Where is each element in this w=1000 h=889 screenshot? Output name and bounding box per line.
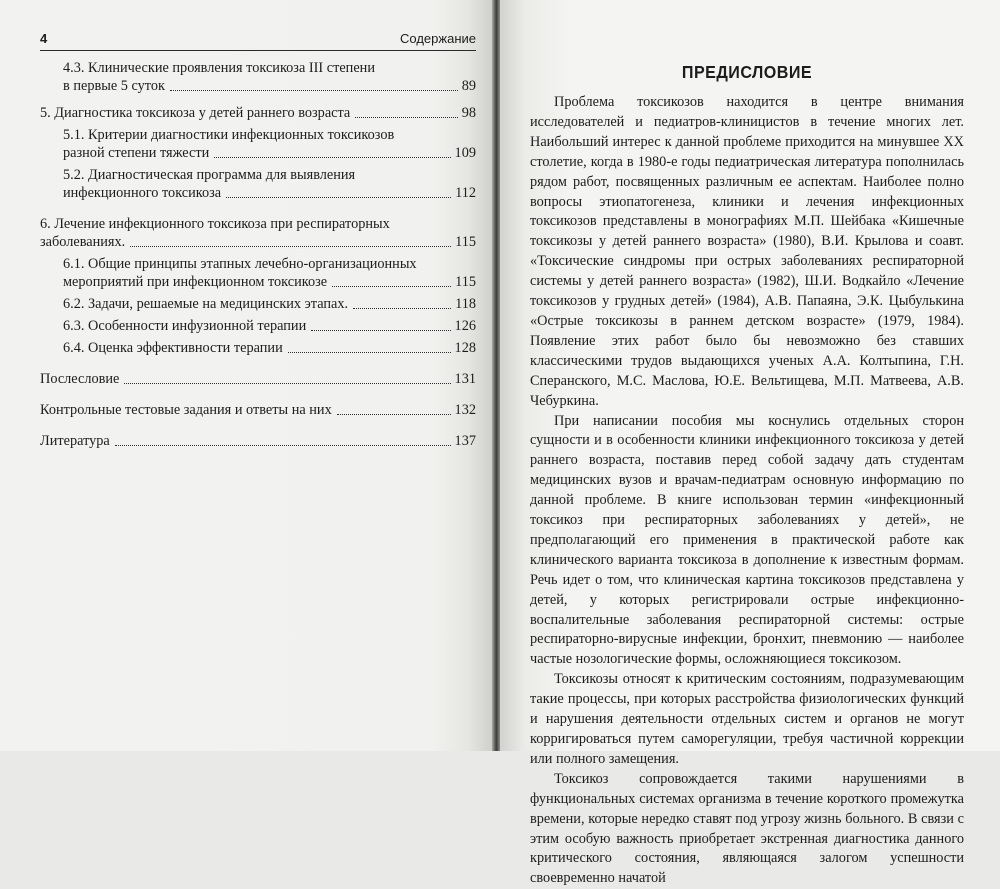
toc-entry-line: 6. Лечение инфекционного токсикоза при респираторных [40,216,390,232]
toc-entry[interactable] [40,215,476,251]
preface-paragraph: Проблема токсикозов находится в центре внимания исследователей и педиатров-клиницистов в течение многих лет. Наибольший интерес к данной проблеме приходится на минувшее XX столетие, когда в 1980-е годы педиатрическая литература пополнилась рядом работ, посвященных различным ее аспектам. Наиболее полно вопросы этиопатогенеза, клиники и лечения инфекционных токсикозов представлены в монографиях М.П. Шейбака «Кишечные токсикозы у детей раннего возраста» (1980), В.И. Крылова и соавт. «Токсические синдромы при острых заболеваниях респираторной системы у детей раннего возраста» (1982), Ш.И. Водкайло «Лечение токсикозов у грудных детей» (1984), А.В. Папаяна, Э.К. Цыбулькина «Острые токсикозы в раннем детском возрасте» (1979, 1984). Появление этих работ было бы невозможно без ставших классическими трудов выдающихся ученых А.А. Колтыпина, Г.Н. Сперанского, М.С. Маслова, Ю.Е. Вельтищева, М.П. Матвеева, А.В. Чебуркина. [530,94,964,409]
toc-entry[interactable] [40,104,476,122]
preface-paragraph: Токсикоз сопровождается такими нарушениями в функциональных системах организма в течение короткого промежутка времени, которые нередко ставят под угрозу жизнь больного. В связи с этим особую важность приобретает экстренная диагностика данного критического состояния, являющаяся залогом успешности своевременно начатой [530,770,964,887]
dot-leader [170,90,458,91]
toc-entry[interactable] [40,401,476,419]
preface-paragraph: Токсикозы относят к критическим состояниям, подразумевающим такие процессы, при которых расстройства физиологических функций и нарушения деятельности отдельных систем и органов не могут корригироваться путем саморегуляции, требуя частичной коррекции или полного замещения. [530,671,964,767]
toc-page-number: 98 [461,105,476,121]
left-page [0,0,492,751]
toc-page-number: 137 [454,433,476,449]
toc-page-number: 112 [455,185,476,201]
toc-entry-title: мероприятий при инфекционном токсикозе [63,274,328,290]
toc-entry-title: 5. Диагностика токсикоза у детей раннего возраста [40,105,351,121]
toc-entry-line: 6.1. Общие принципы этапных лечебно-организационных [63,256,417,272]
toc-entry-title: Контрольные тестовые задания и ответы на них [40,402,332,418]
dot-leader [124,383,450,384]
dot-leader [130,246,451,247]
toc-page-number: 89 [461,78,476,94]
dot-leader [355,117,457,118]
toc-entry-title: инфекционного токсикоза [63,185,222,201]
preface-paragraph: При написании пособия мы коснулись отдельных сторон сущности и в особенности клиники инфекционного токсикоза у детей раннего возраста, поставив перед собой задачу дать студентам медицинских вузов и врачам-педиатрам основную информацию по данной проблеме. В книге использован термин «инфекционный токсикоз при респираторных заболеваниях у детей», не предполагающий его применения в практической работе как клинического варианта токсикоза в дополнение к известным формам. Речь идет о том, что клиническая картина токсикозов представлена у детей, у которых регистрировали острые инфекционно-воспалительные заболевания респираторной системы: острые респираторно-вирусные инфекции, бронхит, пневмонию — наиболее частые нозологические формы, осложняющиеся токсикозом. [530,412,964,668]
toc-page-number: 126 [454,318,476,334]
toc-entry-line: 5.2. Диагностическая программа для выявления [63,167,356,183]
toc-entry-title: Послесловие [40,371,120,387]
toc-entry-title: в первые 5 суток [63,78,165,94]
toc-entry[interactable] [63,166,476,202]
dot-leader [288,352,451,353]
toc-entry[interactable] [40,432,476,450]
dot-leader [226,197,451,198]
toc-entry-title: Литература [40,433,110,449]
toc-entry-line: 4.3. Клинические проявления токсикоза III степени [63,60,375,76]
toc-entry[interactable] [63,317,476,335]
toc-entry-title: 6.4. Оценка эффективности терапии [63,340,283,356]
toc-entry-title: разной степени тяжести [63,145,210,161]
dot-leader [337,414,451,415]
preface-title: ПРЕДИСЛОВИЕ [681,62,813,82]
section-title: Содержание [400,31,476,46]
dot-leader [353,308,451,309]
toc-entry[interactable] [63,59,476,95]
dot-leader [311,330,450,331]
dot-leader [115,445,451,446]
running-header [40,30,476,51]
toc-page-number: 132 [454,402,476,418]
toc-entry-title: заболеваниях. [40,234,126,250]
book-gutter [492,0,500,751]
page-number: 4 [40,31,48,46]
toc-entry[interactable] [63,295,476,313]
toc-page-number: 115 [455,274,476,290]
table-of-contents [40,59,476,454]
toc-page-number: 118 [455,296,476,312]
toc-page-number: 128 [454,340,476,356]
toc-entry-line: 5.1. Критерии диагностики инфекционных токсикозов [63,127,395,143]
toc-entry[interactable] [40,370,476,388]
toc-page-number: 115 [455,234,476,250]
toc-entry[interactable] [63,126,476,162]
preface [530,62,964,889]
toc-entry[interactable] [63,339,476,357]
toc-entry-title: 6.3. Особенности инфузионной терапии [63,318,307,334]
dot-leader [214,157,450,158]
toc-page-number: 109 [454,145,476,161]
toc-entry-title: 6.2. Задачи, решаемые на медицинских этапах. [63,296,349,312]
toc-entry[interactable] [63,255,476,291]
toc-page-number: 131 [454,371,476,387]
dot-leader [332,286,451,287]
